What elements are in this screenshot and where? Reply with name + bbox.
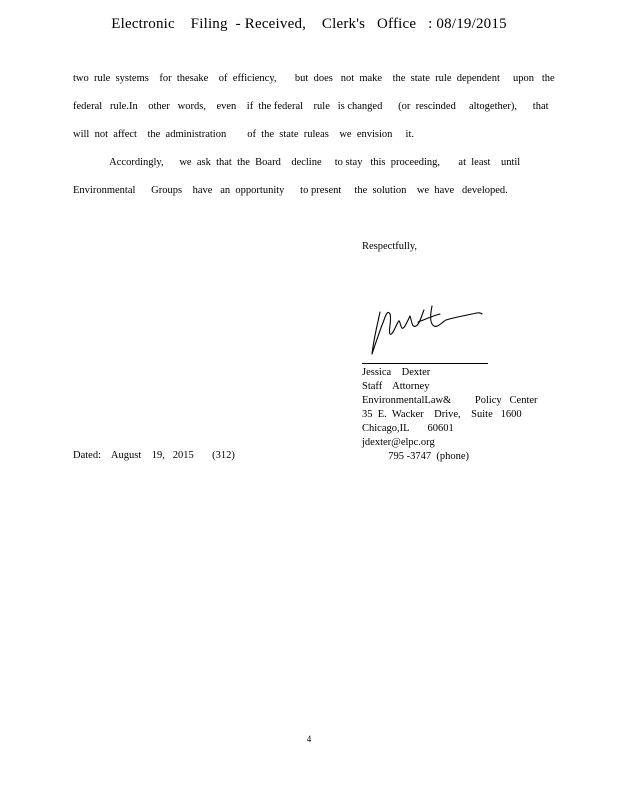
body-line-3: will not affect the administration of the state ruleas we envision it. [73, 129, 414, 140]
signer-phone: 795 -3747 (phone) [362, 451, 470, 462]
closing-salutation: Respectfully, [362, 241, 418, 252]
body-line-1: two rule systems for thesake of efficiency, but does not make the state rule dependent upon the [73, 73, 555, 84]
signer-name: Jessica Dexter [362, 367, 431, 378]
dated-line: Dated: August 19, 2015 (312) [73, 450, 235, 461]
signer-address-line-1: 35 E. Wacker Drive, Suite 1600 [362, 409, 522, 420]
body-line-5: Environmental Groups have an opportunity to present the solution we have developed. [73, 185, 508, 196]
filing-header: Electronic Filing - Received, Clerk's Office : 08/19/2015 [111, 16, 507, 32]
signer-address-line-2: Chicago,IL 60601 [362, 423, 454, 434]
body-line-2: federal rule.In other words, even if the federal rule is changed (or rescinded altogether), that [73, 101, 549, 112]
handwritten-signature [362, 292, 492, 362]
signer-title: Staff Attorney [362, 381, 430, 392]
signer-email: jdexter@elpc.org [362, 437, 435, 448]
signer-organization: EnvironmentalLaw& Policy Center [362, 395, 538, 406]
page-number: 4 [306, 734, 312, 744]
body-line-4: Accordingly, we ask that the Board decline to stay this proceeding, at least until [73, 157, 521, 168]
signature-line [362, 363, 488, 364]
